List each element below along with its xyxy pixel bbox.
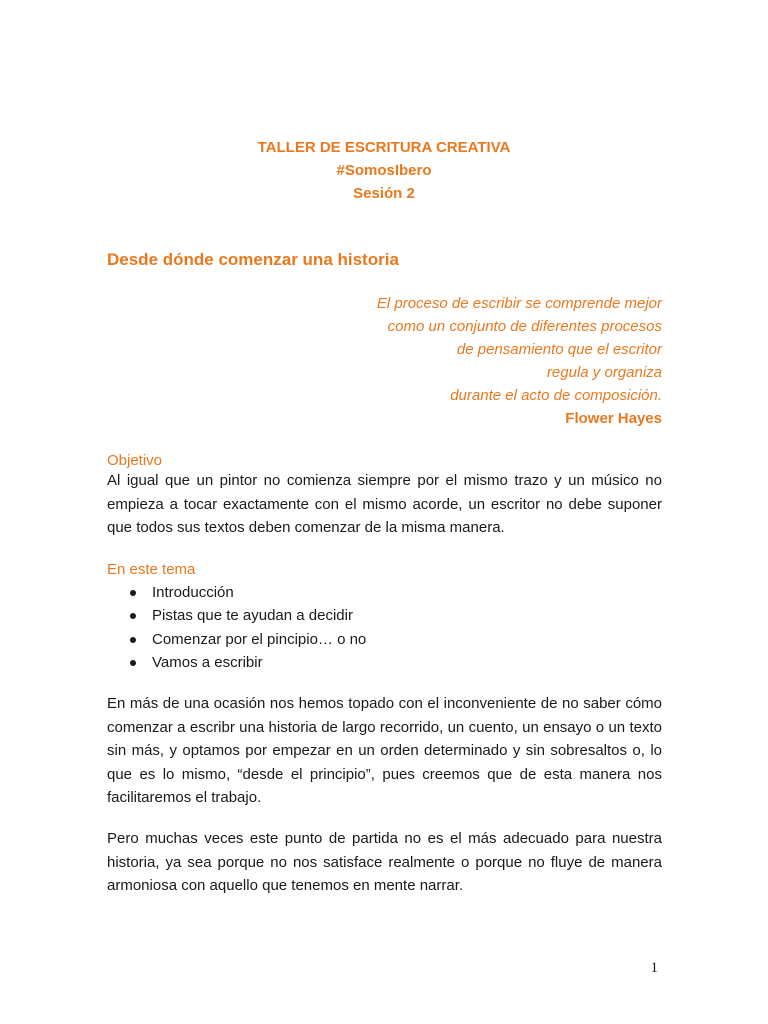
bullet-icon <box>130 660 136 666</box>
bullet-icon <box>130 590 136 596</box>
list-item-label: Introducción <box>152 584 234 601</box>
quote-line: como un conjunto de diferentes procesos <box>387 318 662 335</box>
page-number: 1 <box>650 960 658 976</box>
list-item-label: Pistas que te ayudan a decidir <box>152 607 353 625</box>
quote-line: de pensamiento que el escritor <box>456 341 662 358</box>
body-paragraph: En más de una ocasión nos hemos topado con el inconveniente de no saber cómo comenzar a escribr una historia de largo recorrido, un cuento, un ensayo o un texto sin más, y optamos por empezar en un orden determinado y sin sobresaltos o, lo que es lo mismo, “desde el principio”, pues creemos que de esta manera nos facilitaremos el trabajo. <box>107 695 662 806</box>
quote-line: El proceso de escribir se comprende mejor <box>376 295 662 312</box>
session-label: Sesión 2 <box>353 185 415 202</box>
document-header <box>0 136 768 205</box>
hashtag: #SomosIbero <box>336 162 432 179</box>
epigraph-quote <box>242 292 662 430</box>
list-item <box>107 651 366 674</box>
list-item-label: Comenzar por el pincipio… o no <box>152 630 367 648</box>
list-item <box>107 604 366 627</box>
tema-heading: En este tema <box>107 561 196 578</box>
workshop-title: TALLER DE ESCRITURA CREATIVA <box>257 139 511 156</box>
objetivo-heading: Objetivo <box>107 452 163 469</box>
section-title: Desde dónde comenzar una historia <box>107 250 399 269</box>
list-item <box>107 628 366 651</box>
bullet-icon <box>130 613 136 619</box>
quote-line: durante el acto de composición. <box>450 387 662 404</box>
tema-list <box>107 581 366 674</box>
quote-author: Flower Hayes <box>565 410 662 427</box>
bullet-icon <box>130 637 136 643</box>
list-item-label: Vamos a escribir <box>152 653 263 671</box>
body-paragraph: Pero muchas veces este punto de partida no es el más adecuado para nuestra historia, ya sea porque no nos satisface realmente o porque no fluye de manera armoniosa con aquello que tenemos en mente narrar. <box>107 830 662 894</box>
list-item <box>107 581 366 604</box>
quote-line: regula y organiza <box>546 364 662 381</box>
objetivo-text: Al igual que un pintor no comienza siempre por el mismo trazo y un músico no empieza a tocar exactamente con el mismo acorde, un escritor no debe suponer que todos sus textos deben comenzar de la misma manera. <box>107 472 662 536</box>
